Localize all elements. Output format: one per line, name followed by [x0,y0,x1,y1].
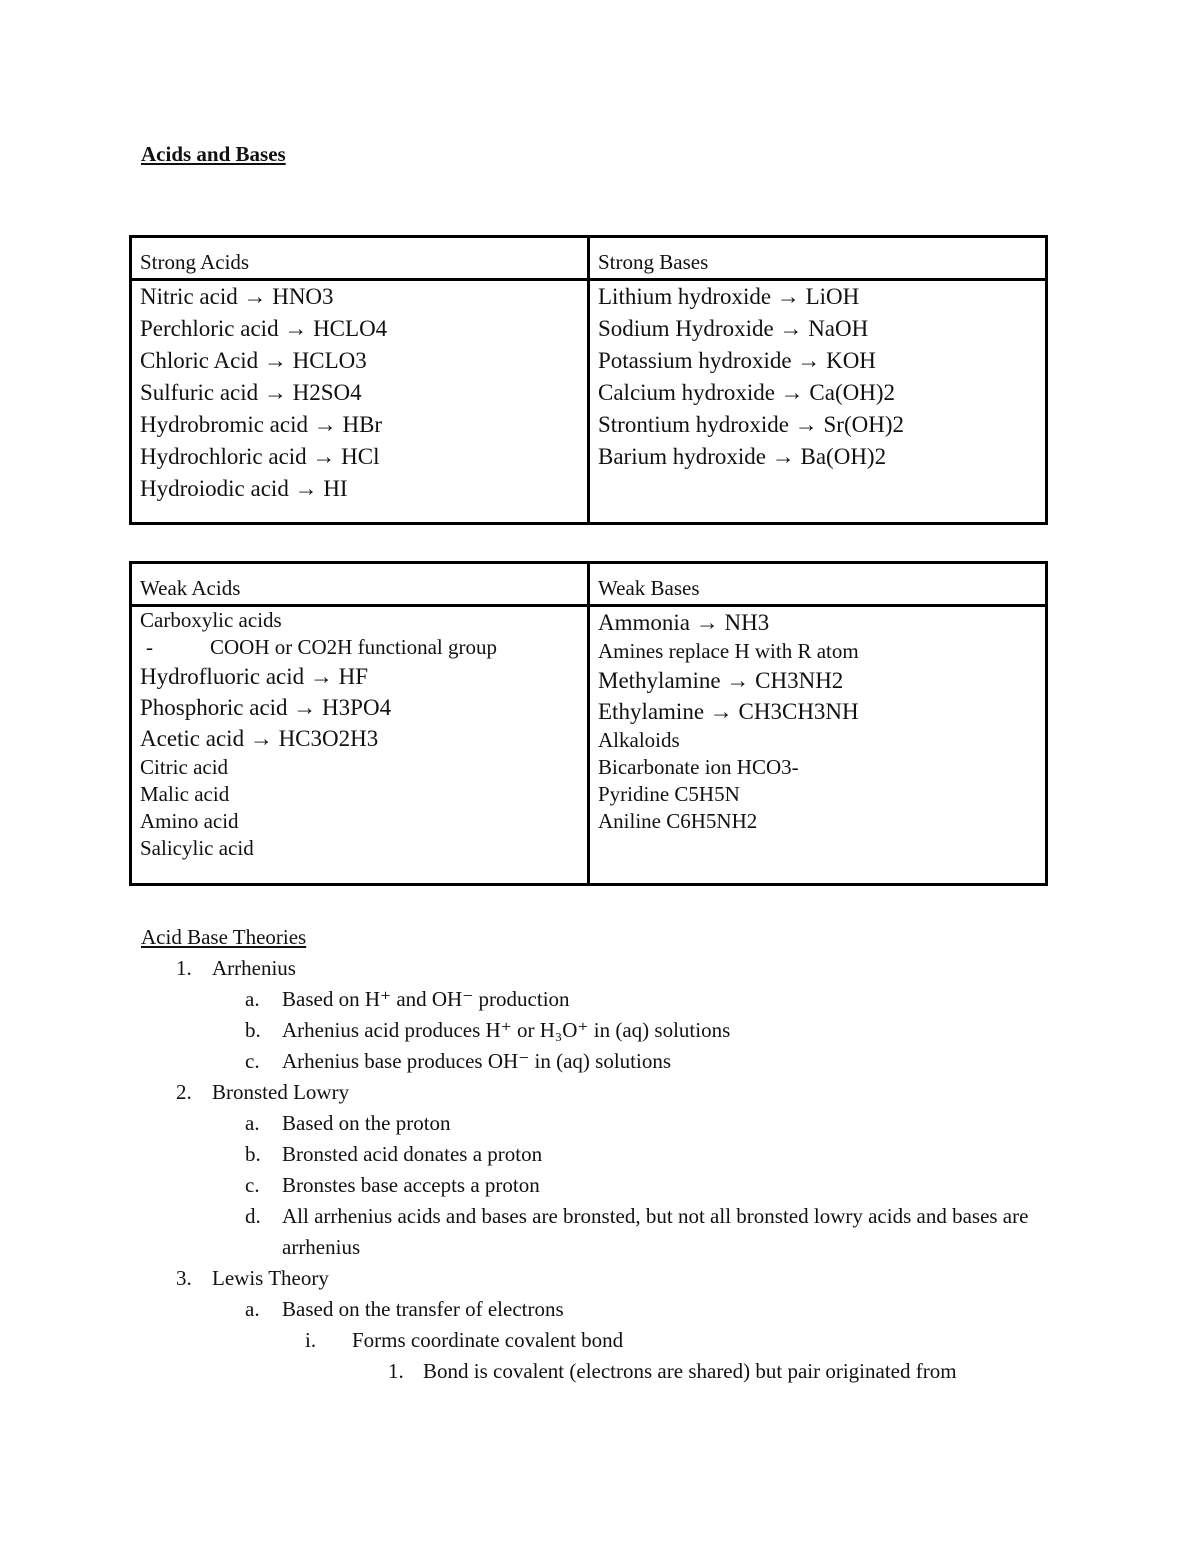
theory-point-text: Arhenius base produces OH⁻ in (aq) solutions [282,1049,672,1073]
list-item: Pyridine C5H5N [598,782,740,806]
theory-point-text: Arhenius acid produces H⁺ or H₃O⁺ in (aq) solutions [282,1018,731,1042]
list-marker: 1. [176,956,192,980]
theory-point-text: Based on H⁺ and OH⁻ production [282,987,570,1011]
table-header-row [131,563,1047,606]
theory-point [141,1108,1041,1139]
list-item: Barium hydroxide → Ba(OH)2 [598,444,887,469]
theory-label: Arrhenius [212,956,296,980]
theory-bronsted-lowry [141,1077,1041,1108]
strong-bases-list [598,281,1037,473]
strong-acids-cell [131,280,589,524]
list-item: Strontium hydroxide → Sr(OH)2 [598,412,905,437]
list-marker: a. [245,987,260,1011]
strong-acids-bases-table [129,235,1048,525]
theory-point [141,1046,1041,1077]
list-item: Sulfuric acid → H2SO4 [140,380,362,405]
theory-point-text: Bond is covalent (electrons are shared) but pair originated from [423,1359,957,1383]
list-marker: a. [245,1111,260,1135]
list-item: Bicarbonate ion HCO3- [598,755,799,779]
theory-point-text: Based on the proton [282,1111,451,1135]
theory-label: Lewis Theory [212,1266,329,1290]
theory-point [141,1170,1041,1201]
sub-item-text: COOH or CO2H functional group [210,635,497,659]
theory-point-text: Bronsted acid donates a proton [282,1142,543,1166]
list-item-sub [140,634,579,661]
list-item: Calcium hydroxide → Ca(OH)2 [598,380,896,405]
theory-point-text: Based on the transfer of electrons [282,1297,564,1321]
theories-title: Acid Base Theories [141,925,307,949]
list-marker: a. [245,1297,260,1321]
list-item: Nitric acid → HNO3 [140,284,334,309]
list-item: Citric acid [140,755,229,779]
theory-label: Bronsted Lowry [212,1080,350,1104]
weak-bases-header: Weak Bases [589,563,1047,606]
list-item: Potassium hydroxide → KOH [598,348,876,373]
list-item: Amino acid [140,809,239,833]
list-marker: i. [305,1328,317,1352]
theory-point [141,1201,1041,1263]
theory-arrhenius [141,953,1041,984]
strong-bases-header: Strong Bases [589,237,1047,280]
list-item: Hydroiodic acid → HI [140,476,348,501]
list-item: Lithium hydroxide → LiOH [598,284,860,309]
table-body-row [131,606,1047,885]
table-header-row [131,237,1047,280]
list-item: Ethylamine → CH3CH3NH [598,699,859,724]
list-item: Chloric Acid → HCLO3 [140,348,367,373]
list-item: Alkaloids [598,728,680,752]
document-title: Acids and Bases [141,142,286,166]
strong-acids-header: Strong Acids [131,237,589,280]
table-body-row [131,280,1047,524]
list-item: Hydrofluoric acid → HF [140,664,369,689]
list-item: Malic acid [140,782,230,806]
list-marker: b. [245,1142,261,1166]
theory-point [141,1294,1041,1325]
list-marker: 2. [176,1080,192,1104]
list-item: Amines replace H with R atom [598,639,859,663]
theory-point [141,1015,1041,1046]
list-item: Aniline C6H5NH2 [598,809,758,833]
list-item: Methylamine → CH3NH2 [598,668,844,693]
dash-marker: - [146,635,153,659]
theory-point [141,1139,1041,1170]
list-marker: 3. [176,1266,192,1290]
list-marker: b. [245,1018,261,1042]
list-item: Perchloric acid → HCLO4 [140,316,388,341]
list-item: Phosphoric acid → H3PO4 [140,695,392,720]
list-item: Sodium Hydroxide → NaOH [598,316,869,341]
weak-bases-list [598,607,1037,835]
strong-bases-cell [589,280,1047,524]
list-marker: c. [245,1173,260,1197]
weak-acids-cell [131,606,589,885]
list-item: Ammonia → NH3 [598,610,770,635]
theory-point-text: Bronstes base accepts a proton [282,1173,540,1197]
list-item: Salicylic acid [140,836,254,860]
list-item: Carboxylic acids [140,608,282,632]
list-marker: c. [245,1049,260,1073]
acid-base-theories [141,922,1041,1387]
list-marker: 1. [388,1359,404,1383]
list-item: Hydrobromic acid → HBr [140,412,383,437]
strong-acids-list [140,281,579,505]
theory-subpoint [141,1325,1041,1356]
theory-point [141,984,1041,1015]
theory-lewis [141,1263,1041,1294]
weak-acids-header: Weak Acids [131,563,589,606]
weak-bases-cell [589,606,1047,885]
theory-point-text: All arrhenius acids and bases are bronsted, but not all bronsted lowry acids and bases are arrhenius [282,1204,1029,1259]
list-marker: d. [245,1204,261,1228]
list-item: Hydrochloric acid → HCl [140,444,380,469]
weak-acids-bases-table [129,561,1048,886]
theory-subsubpoint [141,1356,1041,1387]
theory-point-text: Forms coordinate covalent bond [352,1328,624,1352]
weak-acids-list [140,607,579,862]
list-item: Acetic acid → HC3O2H3 [140,726,379,751]
